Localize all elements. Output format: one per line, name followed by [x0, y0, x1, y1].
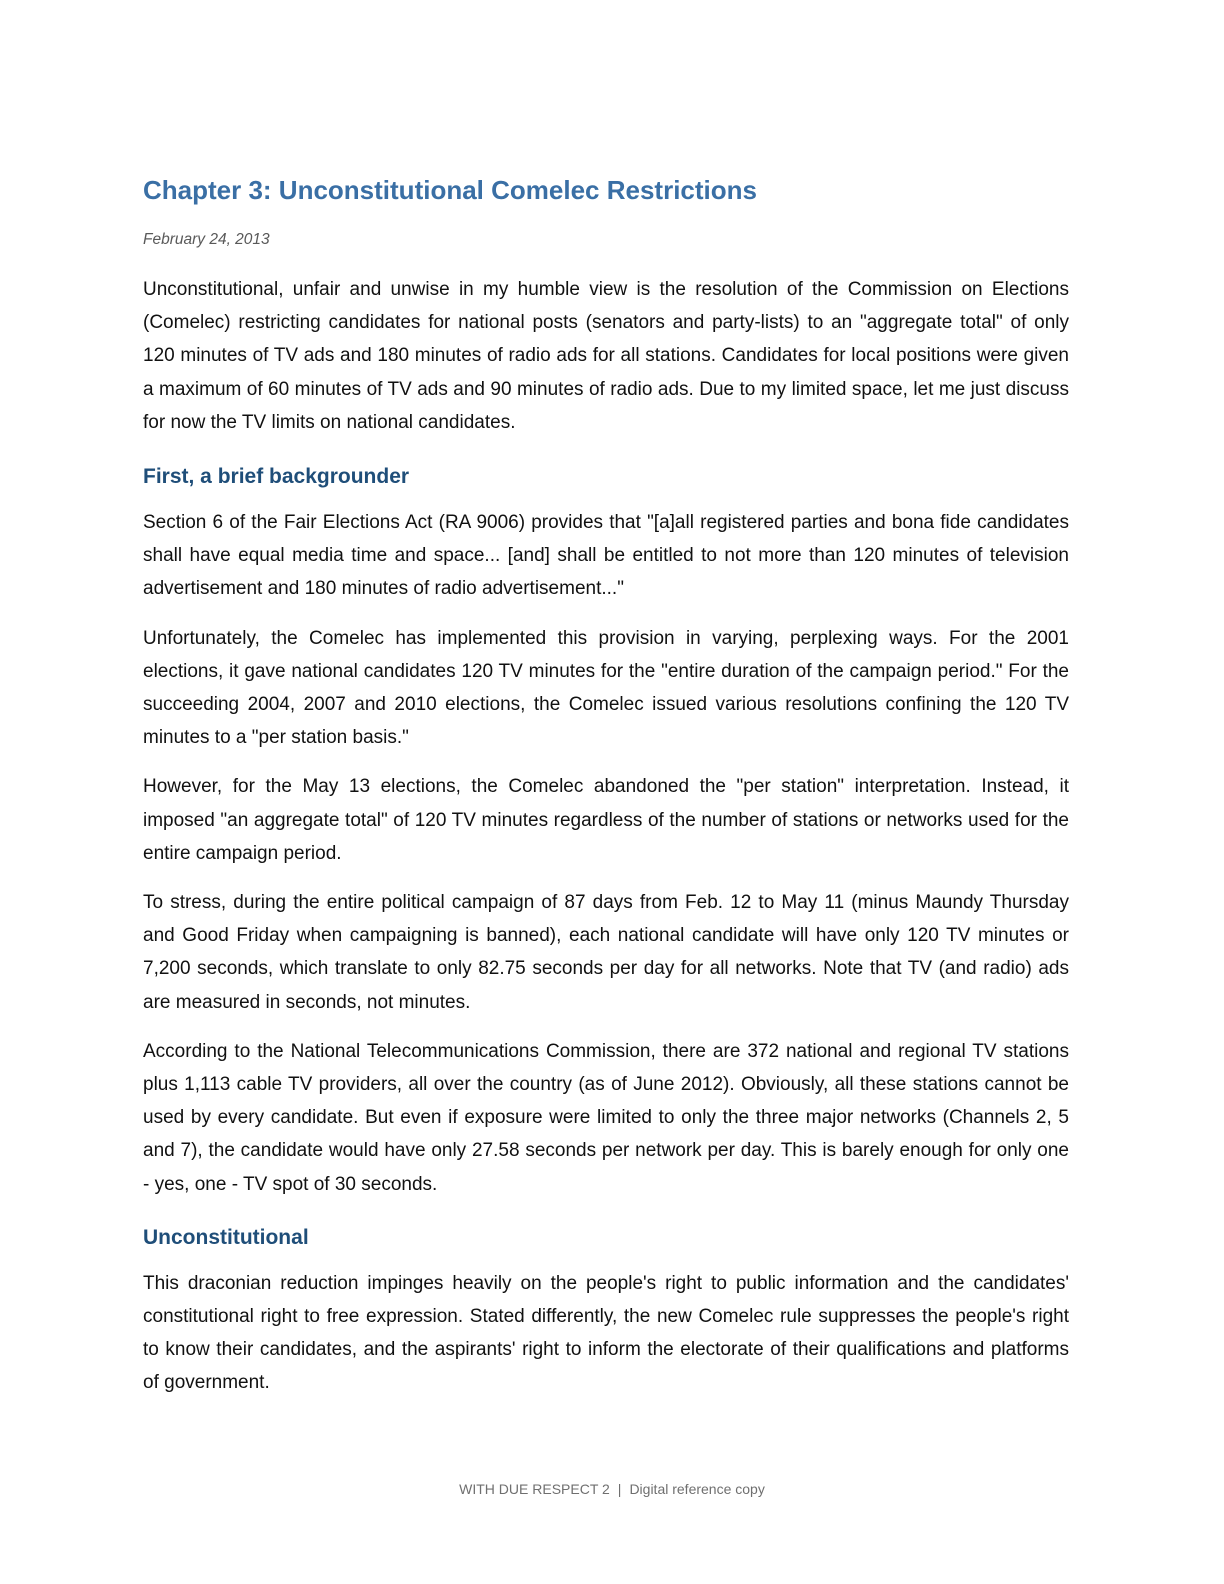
footer-book-title: WITH DUE RESPECT 2 [459, 1481, 610, 1497]
intro-paragraph: Unconstitutional, unfair and unwise in my humble view is the resolution of the Commission on Elections (Comelec) restricting candidates for national posts (senators and party-lists) to an "aggregate total" of only 120 minutes of TV ads and 180 minutes of radio ads for all stations. Candidates for local positions were given a maximum of 60 minutes of TV ads and 90 minutes of radio ads. Due to my limited space, let me just discuss for now the TV limits on national candidates. [143, 279, 1069, 433]
chapter-title: Chapter 3: Unconstitutional Comelec Restrictions [143, 175, 757, 205]
paragraph: This draconian reduction impinges heavily on the people's right to public information and the candidates' constitutional right to free expression. Stated differently, the new Comelec rule suppresses the people's right to know their candidates, and the aspirants' right to inform the electorate of their qualifications and platforms of government. [143, 1272, 1069, 1394]
paragraph: According to the National Telecommunications Commission, there are 372 national and regional TV stations plus 1,113 cable TV providers, all over the country (as of June 2012). Obviously, all these stations cannot be used by every candidate. But even if exposure were limited to only the three major networks (Channels 2, 5 and 7), the candidate would have only 27.58 seconds per network per day. This is barely enough for only one - yes, one - TV spot of 30 seconds. [143, 1040, 1069, 1195]
document-page [143, 172, 1069, 1400]
paragraph: To stress, during the entire political campaign of 87 days from Feb. 12 to May 11 (minus Maundy Thursday and Good Friday when campaigning is banned), each national candidate will have only 120 TV minutes or 7,200 seconds, which translate to only 82.75 seconds per day for all networks. Note that TV (and radio) ads are measured in seconds, not minutes. [143, 892, 1069, 1013]
paragraph: Section 6 of the Fair Elections Act (RA 9006) provides that "[a]all registered parties and bona fide candidates shall have equal media time and space... [and] shall be entitled to not more than 120 minutes of television advertisement and 180 minutes of radio advertisement..." [143, 512, 1069, 600]
section-heading-backgrounder: First, a brief backgrounder [143, 465, 410, 489]
paragraph: Unfortunately, the Comelec has implemented this provision in varying, perplexing ways. For the 2001 elections, it gave national candidates 120 TV minutes for the "entire duration of the campaign period." For the succeeding 2004, 2007 and 2010 elections, the Comelec issued various resolutions confining the 120 TV minutes to a "per station basis." [143, 627, 1069, 749]
section-heading-unconstitutional: Unconstitutional [143, 1225, 309, 1249]
footer-copy-label: Digital reference copy [629, 1481, 765, 1497]
footer-separator: | [617, 1481, 622, 1497]
publication-date: February 24, 2013 [143, 231, 270, 248]
page-footer [0, 1479, 1224, 1499]
paragraph: However, for the May 13 elections, the Comelec abandoned the "per station" interpretation. Instead, it imposed "an aggregate total" of 120 TV minutes regardless of the number of stations or networks used for the entire campaign period. [143, 776, 1069, 864]
